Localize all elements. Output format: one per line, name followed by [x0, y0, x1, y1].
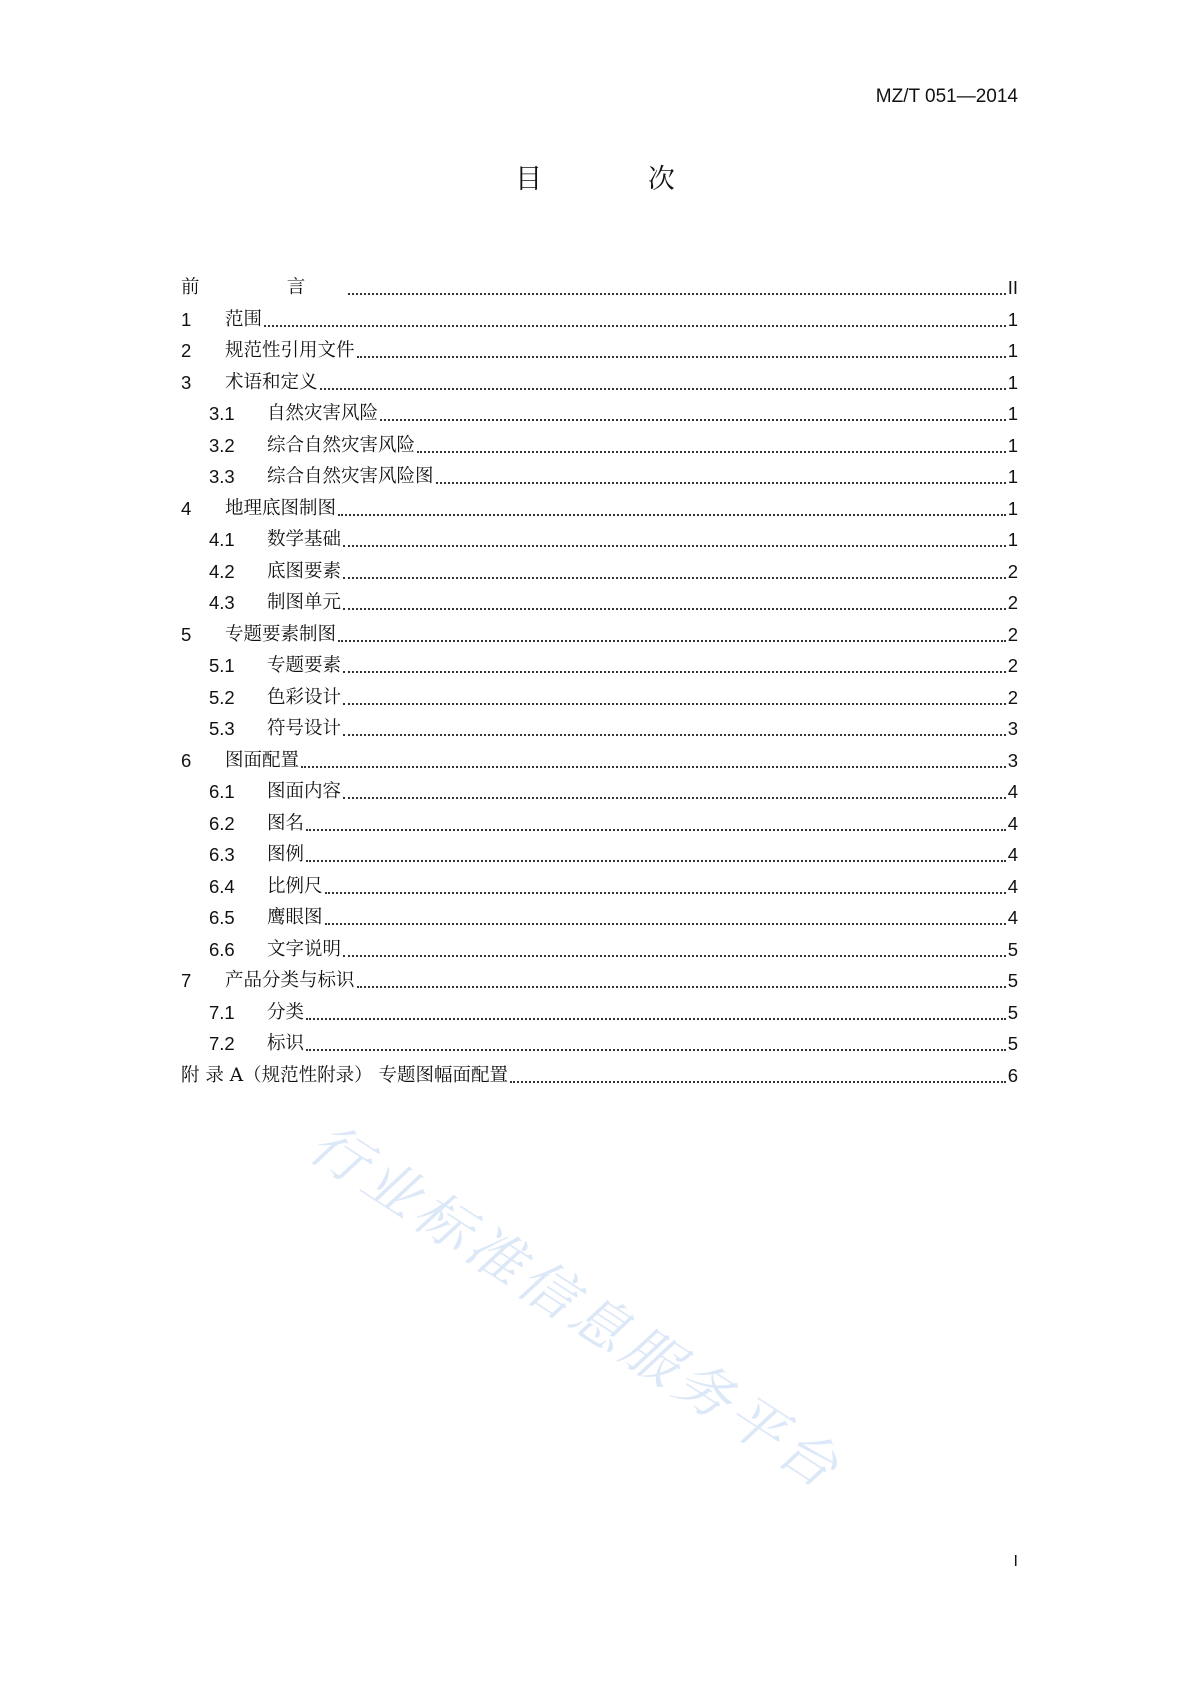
- toc-entry[interactable]: [181, 587, 1018, 619]
- toc-entry-label: 术语和定义: [225, 371, 318, 393]
- toc-entry[interactable]: [181, 902, 1018, 934]
- toc-entry-number: 6.2: [209, 812, 235, 834]
- toc-entry[interactable]: [181, 776, 1018, 808]
- toc-entry-label: 符号设计: [267, 718, 342, 739]
- toc-entry-page: 6: [1007, 1064, 1018, 1086]
- toc-entry-page: 5: [1007, 938, 1018, 960]
- toc-entry-number: 6.5: [209, 907, 235, 928]
- toc-entry[interactable]: [181, 682, 1018, 714]
- toc-entry-number: 6.6: [209, 938, 235, 960]
- toc-entry[interactable]: [181, 398, 1018, 430]
- toc-entry-number: 1: [181, 308, 192, 330]
- dot-leader: [343, 576, 1006, 579]
- toc-entry-number: 6.4: [209, 875, 235, 897]
- toc-entry-number: 6.3: [209, 844, 235, 865]
- dot-leader: [343, 544, 1006, 547]
- toc-entry[interactable]: [181, 965, 1018, 997]
- toc-entry-label: 产品分类与标识: [225, 970, 355, 991]
- dot-leader: [306, 859, 1006, 862]
- page-folio: I: [1013, 1553, 1018, 1570]
- toc-entry[interactable]: [181, 934, 1018, 966]
- toc-entry-number: 7.1: [209, 1001, 235, 1023]
- toc-entry-page: 4: [1007, 844, 1018, 865]
- toc-entry-number: 7.2: [209, 1033, 235, 1054]
- standard-code: MZ/T 051—2014: [875, 86, 1018, 107]
- toc-entry[interactable]: [181, 493, 1018, 525]
- toc-entry[interactable]: [181, 619, 1018, 651]
- toc-entry-label: 图名: [267, 812, 305, 834]
- toc-entry[interactable]: [181, 335, 1018, 367]
- toc-entry-label: 专题要素制图: [225, 623, 337, 645]
- toc-entry[interactable]: [181, 272, 1018, 304]
- toc-entry[interactable]: [181, 461, 1018, 493]
- toc-entry-label: 底图要素: [267, 560, 342, 582]
- toc-entry-page: 4: [1007, 875, 1018, 897]
- toc-entry[interactable]: [181, 808, 1018, 840]
- toc-entry[interactable]: [181, 304, 1018, 336]
- dot-leader: [325, 922, 1006, 925]
- toc-entry-number: 4.2: [209, 560, 235, 582]
- toc-entry[interactable]: [181, 556, 1018, 588]
- dot-leader: [264, 324, 1006, 327]
- page-title: 目 次: [515, 164, 724, 195]
- toc-entry[interactable]: [181, 1028, 1018, 1060]
- toc-entry-number: 4.3: [209, 592, 235, 613]
- toc-entry-page: 1: [1007, 434, 1018, 456]
- toc-entry-page: 2: [1007, 560, 1018, 582]
- dot-leader: [306, 1048, 1006, 1051]
- toc-entry-label: 分类: [267, 1001, 305, 1023]
- toc-entry-label: 图面配置: [225, 749, 300, 771]
- toc-entry[interactable]: [181, 524, 1018, 556]
- toc-entry-page: 5: [1007, 1033, 1018, 1054]
- toc-entry-label: 图面内容: [267, 781, 342, 802]
- toc-entry-page: 1: [1007, 403, 1018, 424]
- toc-entry-page: 3: [1007, 749, 1018, 771]
- toc-entry-number: 6.1: [209, 781, 235, 802]
- toc-entry-label: 数学基础: [267, 529, 342, 550]
- toc-entry-page: 1: [1007, 529, 1018, 550]
- dot-leader: [338, 639, 1006, 642]
- toc-entry-label: 文字说明: [267, 938, 342, 960]
- toc-entry-page: 1: [1007, 497, 1018, 519]
- toc-entry-page: II: [1007, 277, 1018, 298]
- toc-entry-label: 综合自然灾害风险: [267, 434, 416, 456]
- toc-entry-page: 5: [1007, 970, 1018, 991]
- dot-leader: [306, 828, 1006, 831]
- toc-entry-label: 色彩设计: [267, 686, 342, 708]
- dot-leader: [343, 702, 1006, 705]
- dot-leader: [325, 891, 1006, 894]
- toc-entry-number: 4.1: [209, 529, 235, 550]
- toc-entry-label: 前 言: [181, 277, 346, 298]
- dot-leader: [436, 481, 1006, 484]
- toc-entry-number: 5.1: [209, 655, 235, 676]
- dot-leader: [510, 1080, 1006, 1083]
- dot-leader: [343, 607, 1006, 610]
- dot-leader: [380, 418, 1006, 421]
- dot-leader: [357, 985, 1006, 988]
- toc-entry-page: 4: [1007, 812, 1018, 834]
- dot-leader: [348, 292, 1006, 295]
- toc-entry-label: 图例: [267, 844, 305, 865]
- toc-entry-label: 比例尺: [267, 875, 323, 897]
- toc-entry-page: 2: [1007, 623, 1018, 645]
- toc-entry-page: 2: [1007, 592, 1018, 613]
- toc-entry-number: 6: [181, 749, 192, 771]
- toc-entry-label: 附 录 A（规范性附录） 专题图幅面配置: [181, 1064, 509, 1086]
- toc-entry-number: 5: [181, 623, 192, 645]
- toc-entry-page: 1: [1007, 466, 1018, 487]
- toc-entry[interactable]: [181, 1060, 1018, 1092]
- toc-entry-number: 2: [181, 340, 192, 361]
- toc-entry-label: 自然灾害风险: [267, 403, 379, 424]
- toc-entry-page: 4: [1007, 781, 1018, 802]
- dot-leader: [357, 355, 1006, 358]
- toc-entry[interactable]: [181, 650, 1018, 682]
- toc-entry-page: 1: [1007, 340, 1018, 361]
- toc-entry[interactable]: [181, 745, 1018, 777]
- dot-leader: [320, 387, 1006, 390]
- dot-leader: [343, 954, 1006, 957]
- dot-leader: [417, 450, 1006, 453]
- toc-entry-label: 标识: [267, 1033, 305, 1054]
- toc-entry-number: 3.1: [209, 403, 235, 424]
- toc-entry[interactable]: [181, 430, 1018, 462]
- toc-entry-number: 4: [181, 497, 192, 519]
- toc-entry[interactable]: [181, 713, 1018, 745]
- toc-entry-page: 1: [1007, 371, 1018, 393]
- toc-entry-number: 3.3: [209, 466, 235, 487]
- toc-entry-page: 2: [1007, 686, 1018, 708]
- toc-entry-page: 1: [1007, 308, 1018, 330]
- watermark: 行业标准信息服务平台: [297, 1111, 854, 1504]
- toc-entry[interactable]: [181, 367, 1018, 399]
- toc-entry-label: 制图单元: [267, 592, 342, 613]
- toc-entry-page: 5: [1007, 1001, 1018, 1023]
- toc-entry[interactable]: [181, 871, 1018, 903]
- toc-entry-label: 综合自然灾害风险图: [267, 466, 434, 487]
- toc-entry-number: 7: [181, 970, 192, 991]
- dot-leader: [343, 733, 1006, 736]
- toc-entry-page: 2: [1007, 655, 1018, 676]
- toc-entry[interactable]: [181, 997, 1018, 1029]
- dot-leader: [343, 670, 1006, 673]
- table-of-contents: [181, 272, 1018, 1091]
- dot-leader: [338, 513, 1006, 516]
- toc-entry-label: 范围: [225, 308, 263, 330]
- toc-entry-number: 3.2: [209, 434, 235, 456]
- toc-entry-page: 4: [1007, 907, 1018, 928]
- dot-leader: [343, 796, 1006, 799]
- toc-entry[interactable]: [181, 839, 1018, 871]
- toc-entry-label: 专题要素: [267, 655, 342, 676]
- toc-entry-number: 3: [181, 371, 192, 393]
- toc-entry-label: 鹰眼图: [267, 907, 323, 928]
- toc-entry-number: 5.3: [209, 718, 235, 739]
- dot-leader: [306, 1017, 1006, 1020]
- toc-entry-label: 地理底图制图: [225, 497, 337, 519]
- dot-leader: [301, 765, 1006, 768]
- toc-entry-label: 规范性引用文件: [225, 340, 355, 361]
- toc-entry-number: 5.2: [209, 686, 235, 708]
- toc-entry-page: 3: [1007, 718, 1018, 739]
